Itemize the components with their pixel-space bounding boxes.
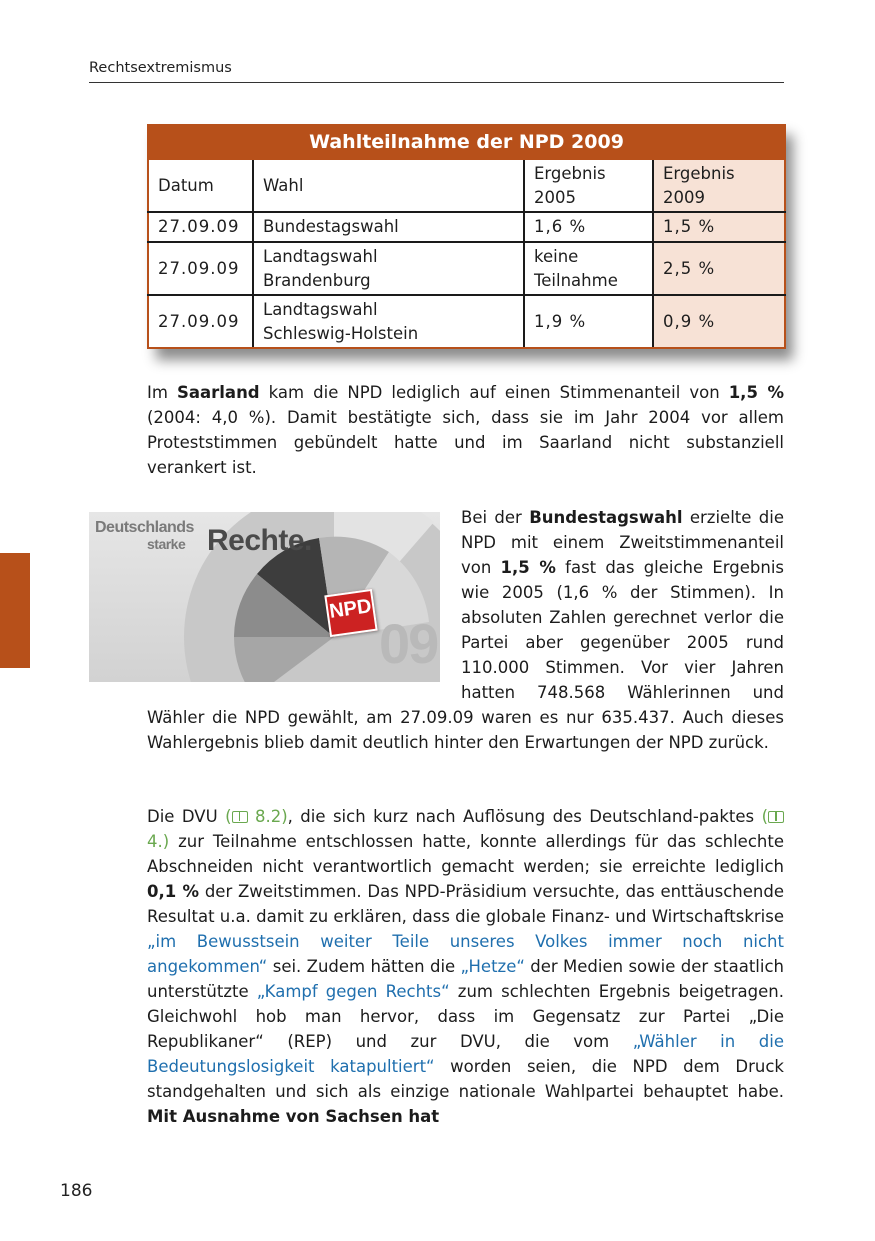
text: Wähler die NPD gewählt, am 27.09.09 waren es nur 635.437. Auch dieses Wahlergebnis blieb damit deutlich hinter den Erwartungen der NPD zurück.: [147, 708, 784, 752]
reference-number: 4.): [147, 832, 170, 851]
cross-reference-link[interactable]: ( 4.): [147, 807, 784, 851]
cell-result-2005: 1,6 %: [524, 212, 653, 242]
quotation: „Wähler in die Bedeutungslosigkeit katapultiert“: [147, 1032, 784, 1076]
cell-result-2005: [524, 242, 653, 295]
book-icon: [232, 811, 248, 823]
cell-date: 27.09.09: [148, 242, 253, 295]
text: zur Teilnahme entschlossen hatte, konnte allerdings für das schlechte Abschneiden nicht verantwortlich gemacht werden; sie erreichte lediglich: [147, 832, 784, 876]
text: der Zweitstimmen. Das NPD-Präsidium versuchte, das enttäuschende Resultat u.a. damit zu erklären, dass die globale Finanz- und Wirtschaftskrise: [147, 882, 785, 926]
text: der Medien sowie der staatlich unterstützte: [147, 957, 784, 1001]
header-line: 2005: [534, 187, 576, 207]
reference-number: 8.2): [254, 807, 288, 826]
cell-line: Teilnahme: [534, 270, 618, 290]
header-line: Ergebnis: [534, 163, 606, 183]
emphasis: 1,5 %: [728, 383, 784, 402]
text: sei. Zudem hätten die: [267, 957, 461, 976]
npd-logo: NPD: [324, 589, 377, 637]
cross-reference-link[interactable]: ( 8.2): [225, 807, 288, 826]
emphasis: Mit Ausnahme von Sachsen hat: [147, 1107, 440, 1126]
emphasis: Bundestagswahl: [529, 508, 683, 527]
cell-line: keine: [534, 246, 579, 266]
cell-line: Brandenburg: [263, 270, 371, 290]
poster-slogan-line1: Deutschlands: [95, 519, 194, 536]
poster-year: 09: [379, 612, 438, 675]
paragraph-saarland: [147, 380, 784, 480]
column-header-datum: Datum: [148, 159, 253, 212]
text: fast das gleiche Ergebnis wie 2005 (1,6 % der Stimmen). In absoluten Zahlen gerechnet verlor die Partei aber gegenüber 2005 rund 110.000 Stimmen. Vor vier Jahren hatten 748.568 Wählerinnen und: [461, 558, 785, 702]
text: Bei der: [461, 508, 530, 527]
page-number: 186: [60, 1181, 93, 1201]
paragraph-dvu: [147, 804, 784, 1129]
cell-result-2009: 1,5 %: [653, 212, 785, 242]
text: Die DVU: [147, 807, 226, 826]
paragraph-bundestagswahl-wrap: [461, 505, 784, 705]
column-header-wahl: Wahl: [253, 159, 524, 212]
quotation: „Kampf gegen Rechts“: [256, 982, 450, 1001]
poster-slogan-line3: Rechte.: [207, 524, 312, 557]
header-rule: [89, 82, 784, 83]
cell-line: Landtagswahl: [263, 246, 378, 266]
paragraph-bundestagswahl-cont: [147, 705, 784, 755]
npd-results-table: [147, 124, 786, 349]
text: worden seien, die NPD dem Druck standgehalten und sich als einzige nationale Wahlpartei behauptet habe.: [147, 1057, 784, 1101]
text: zum schlechten Ergebnis beigetragen. Gleichwohl hob man hervor, dass im Gegensatz zur Partei „Die Republikaner“ (REP) und zur DVU, die vom: [147, 982, 784, 1051]
quotation: „Hetze“: [460, 957, 525, 976]
results-table-box: [147, 124, 784, 349]
running-head: Rechtsextremismus: [89, 60, 232, 76]
quotation: „im Bewusstsein weiter Teile unseres Volkes immer noch nicht angekommen“: [147, 932, 784, 976]
npd-campaign-poster-image: [89, 512, 440, 682]
cell-result-2009: 0,9 %: [653, 295, 785, 348]
text: (2004: 4,0 %). Damit bestätigte sich, dass sie im Jahr 2004 vor allem Proteststimmen gebündelt hatte und im Saarland nicht substanziell verankert ist.: [147, 408, 784, 477]
book-icon: [768, 811, 784, 823]
emphasis: Saarland: [176, 383, 260, 402]
cell-date: 27.09.09: [148, 295, 253, 348]
text: erzielte die NPD mit einem Zweitstimmenanteil von: [461, 508, 784, 577]
cell-result-2009: 2,5 %: [653, 242, 785, 295]
text: Im: [147, 383, 177, 402]
table-caption: Wahlteilnahme der NPD 2009: [148, 125, 785, 159]
emphasis: 0,1 %: [147, 882, 200, 901]
chapter-side-tab: [0, 553, 30, 668]
header-line: 2009: [663, 187, 705, 207]
table-header-row: [148, 159, 785, 212]
cell-election: [253, 295, 524, 348]
column-header-ergebnis-2005: [524, 159, 653, 212]
poster-slogan-line2: starke: [147, 536, 186, 552]
cell-election: Bundestagswahl: [253, 212, 524, 242]
table-row: [148, 242, 785, 295]
cell-date: 27.09.09: [148, 212, 253, 242]
column-header-ergebnis-2009: [653, 159, 785, 212]
table-row: [148, 212, 785, 242]
header-line: Ergebnis: [663, 163, 735, 183]
emphasis: 1,5 %: [500, 558, 556, 577]
table-row: [148, 295, 785, 348]
cell-line: Schleswig-Holstein: [263, 323, 419, 343]
cell-election: [253, 242, 524, 295]
text: kam die NPD lediglich auf einen Stimmenanteil von: [259, 383, 729, 402]
cell-result-2005: 1,9 %: [524, 295, 653, 348]
text: , die sich kurz nach Auflösung des Deutschland-paktes: [287, 807, 762, 826]
cell-line: Landtagswahl: [263, 299, 378, 319]
